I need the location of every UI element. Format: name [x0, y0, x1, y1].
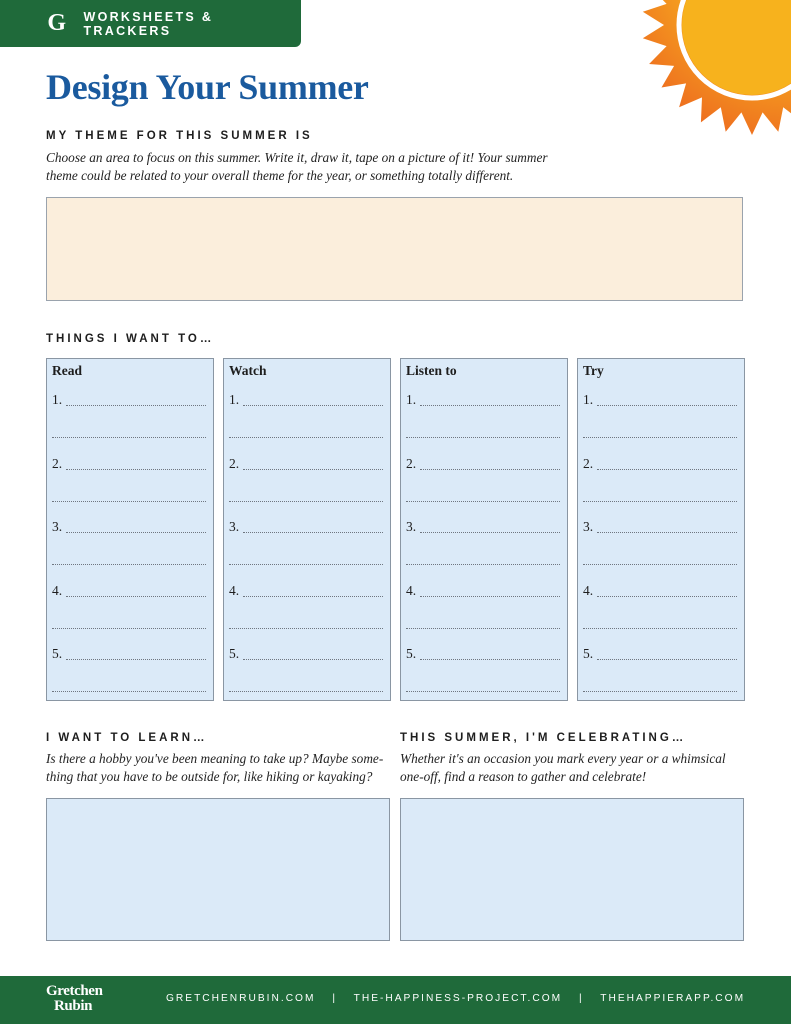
header-label: WORKSHEETS & TRACKERS — [83, 9, 214, 38]
column-title-try: Try — [583, 363, 604, 378]
item-number: 1. — [229, 392, 240, 407]
sun-icon — [621, 0, 791, 140]
brand-line1: Gretchen — [46, 983, 103, 999]
learn-input-box[interactable] — [46, 798, 390, 941]
writing-line[interactable] — [66, 596, 206, 597]
item-number: 1. — [406, 392, 417, 407]
writing-line[interactable] — [66, 532, 206, 533]
item-number: 5. — [229, 646, 240, 661]
column-title-listen: Listen to — [406, 363, 457, 378]
writing-line[interactable] — [597, 532, 737, 533]
theme-heading: MY THEME FOR THIS SUMMER IS — [46, 130, 313, 142]
writing-line[interactable] — [52, 437, 206, 438]
writing-line[interactable] — [243, 532, 383, 533]
theme-input-box[interactable] — [46, 197, 743, 301]
column-try[interactable] — [577, 358, 745, 701]
writing-line[interactable] — [583, 628, 737, 629]
brand-line2: Rubin — [54, 998, 93, 1014]
learn-heading: I WANT TO LEARN… — [46, 732, 208, 744]
item-number: 1. — [583, 392, 594, 407]
writing-line[interactable] — [597, 596, 737, 597]
item-number: 3. — [229, 519, 240, 534]
writing-line[interactable] — [583, 437, 737, 438]
celebrate-input-box[interactable] — [400, 798, 744, 941]
writing-line[interactable] — [406, 628, 560, 629]
item-number: 2. — [52, 455, 63, 471]
writing-line[interactable] — [583, 564, 737, 565]
writing-line[interactable] — [406, 501, 560, 502]
learn-description-line1: Is there a hobby you've been meaning to take up? Maybe some- — [46, 751, 384, 766]
writing-line[interactable] — [229, 628, 383, 629]
header-tab — [0, 0, 301, 47]
writing-line[interactable] — [583, 691, 737, 692]
theme-description-line2: theme could be related to your overall theme for the year, or something totally different. — [46, 168, 514, 183]
writing-line[interactable] — [52, 628, 206, 629]
item-number: 5. — [583, 646, 594, 661]
column-read[interactable] — [46, 358, 214, 701]
item-number: 2. — [406, 455, 417, 471]
item-number: 2. — [583, 455, 594, 471]
writing-line[interactable] — [420, 405, 560, 406]
writing-line[interactable] — [597, 469, 737, 470]
writing-line[interactable] — [406, 437, 560, 438]
writing-line[interactable] — [420, 596, 560, 597]
item-number: 4. — [52, 582, 63, 598]
writing-line[interactable] — [597, 659, 737, 660]
writing-line[interactable] — [406, 564, 560, 565]
footer — [0, 976, 791, 1024]
writing-line[interactable] — [229, 437, 383, 438]
writing-line[interactable] — [420, 659, 560, 660]
celebrate-description-line2: one-off, find a reason to gather and celebrate! — [400, 769, 647, 784]
item-number: 4. — [406, 582, 417, 598]
g-logo: G — [47, 10, 67, 36]
things-heading: THINGS I WANT TO… — [46, 333, 215, 345]
writing-line[interactable] — [52, 564, 206, 565]
learn-description-line2: thing that you have to be outside for, like hiking or kayaking? — [46, 769, 373, 784]
writing-line[interactable] — [52, 691, 206, 692]
brand-logo — [46, 984, 103, 1014]
writing-line[interactable] — [243, 469, 383, 470]
footer-separator: | — [332, 993, 337, 1004]
footer-link-happierapp[interactable]: THEHAPPIERAPP.COM — [600, 993, 746, 1004]
footer-link-happiness-project[interactable]: THE-HAPPINESS-PROJECT.COM — [353, 993, 563, 1004]
celebrate-heading: THIS SUMMER, I'M CELEBRATING… — [400, 732, 687, 744]
column-title-watch: Watch — [229, 363, 267, 378]
writing-line[interactable] — [406, 691, 560, 692]
writing-line[interactable] — [583, 501, 737, 502]
page-title: Design Your Summer — [46, 67, 369, 107]
item-number: 4. — [583, 582, 594, 598]
writing-line[interactable] — [229, 501, 383, 502]
writing-line[interactable] — [243, 659, 383, 660]
item-number: 5. — [52, 646, 63, 661]
column-listen[interactable] — [400, 358, 568, 701]
item-number: 5. — [406, 646, 417, 661]
column-title-read: Read — [52, 363, 82, 378]
writing-line[interactable] — [243, 596, 383, 597]
column-watch[interactable] — [223, 358, 391, 701]
writing-line[interactable] — [52, 501, 206, 502]
writing-line[interactable] — [66, 659, 206, 660]
writing-line[interactable] — [243, 405, 383, 406]
item-number: 4. — [229, 582, 240, 598]
item-number: 3. — [406, 519, 417, 534]
writing-line[interactable] — [66, 469, 206, 470]
writing-line[interactable] — [66, 405, 206, 406]
footer-links — [166, 993, 745, 1004]
writing-line[interactable] — [420, 532, 560, 533]
writing-line[interactable] — [420, 469, 560, 470]
writing-line[interactable] — [229, 691, 383, 692]
item-number: 3. — [52, 519, 63, 534]
theme-description-line1: Choose an area to focus on this summer. Write it, draw it, tape on a picture of it! Your summer — [46, 150, 548, 165]
celebrate-description-line1: Whether it's an occasion you mark every year or a whimsical — [400, 751, 726, 766]
writing-line[interactable] — [597, 405, 737, 406]
footer-separator: | — [578, 993, 584, 1004]
writing-line[interactable] — [229, 564, 383, 565]
item-number: 2. — [229, 455, 240, 471]
item-number: 3. — [583, 519, 594, 534]
footer-link-gretchenrubin[interactable]: GRETCHENRUBIN.COM — [166, 993, 316, 1004]
item-number: 1. — [52, 392, 63, 407]
